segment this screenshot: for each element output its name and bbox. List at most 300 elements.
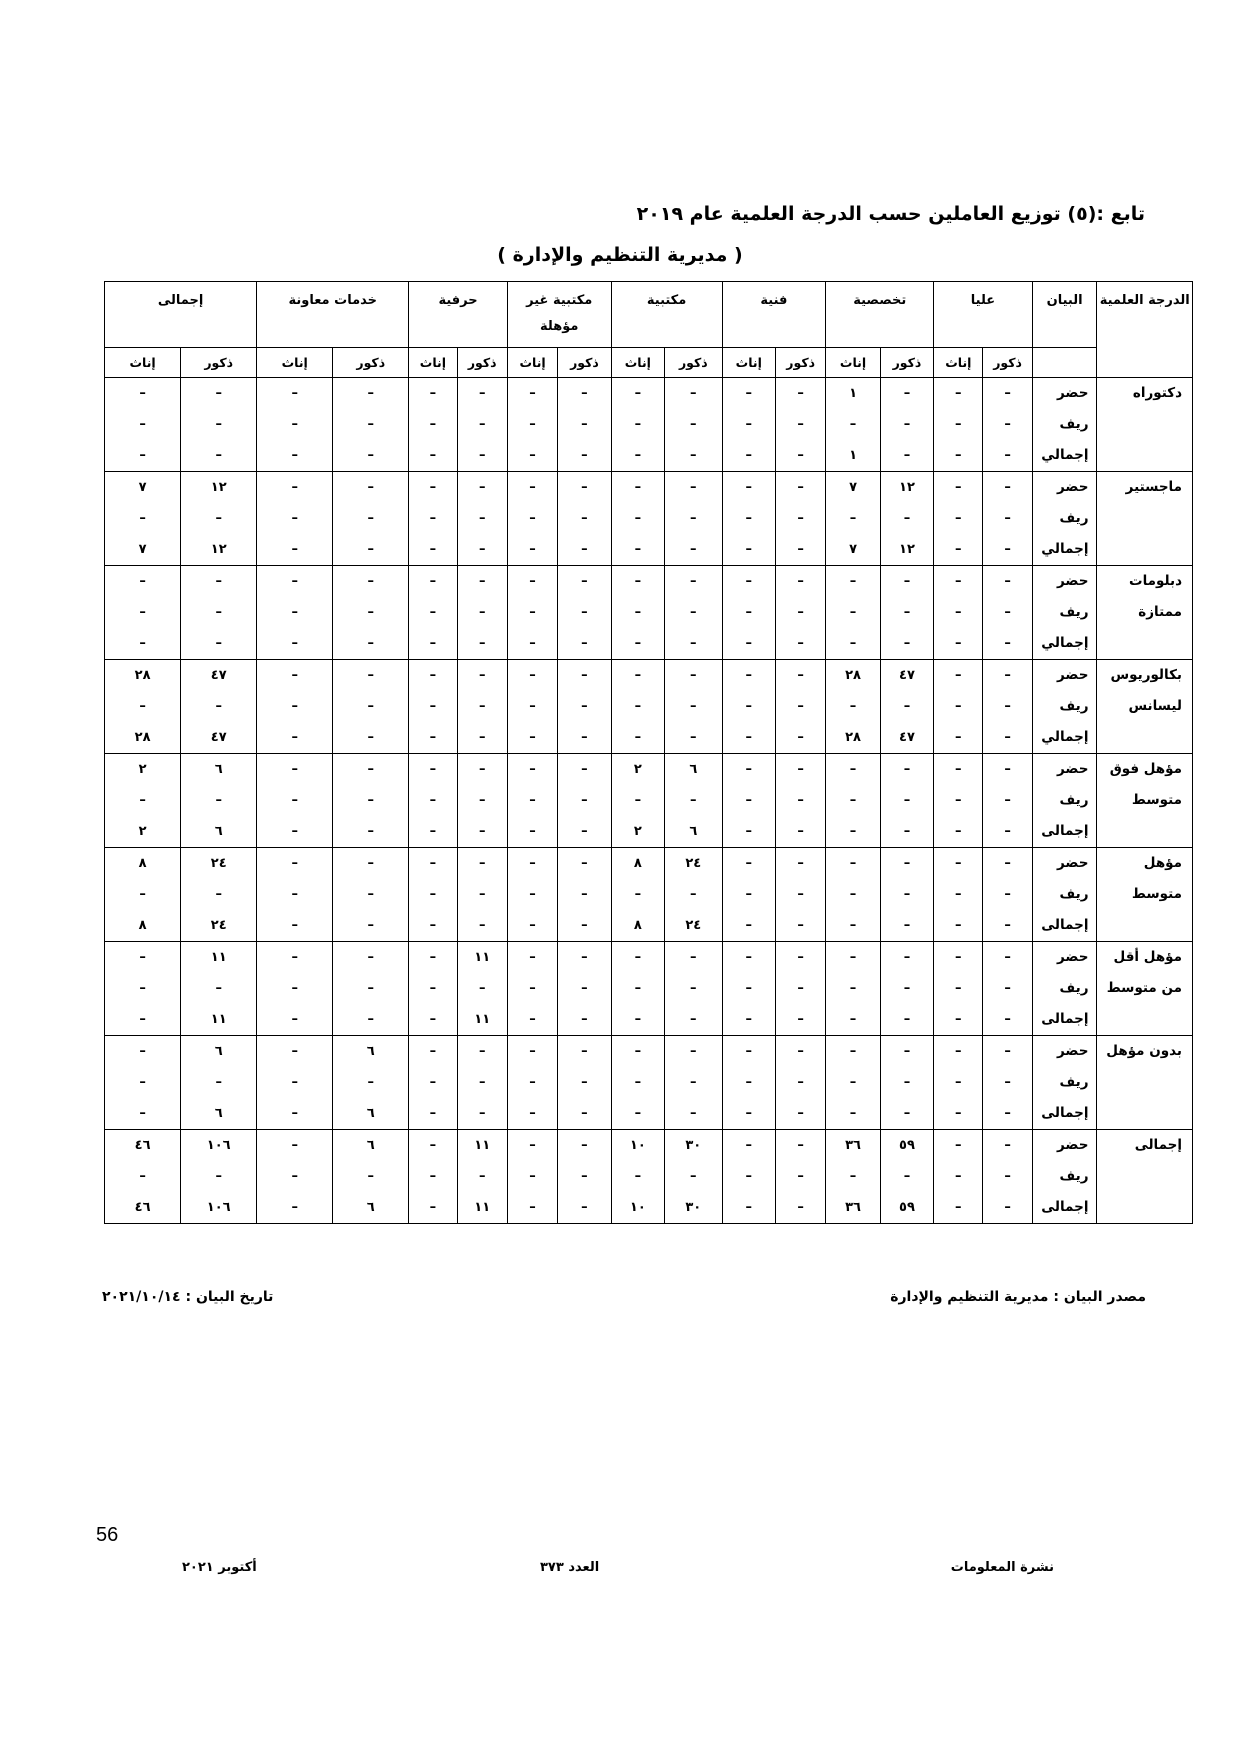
item-label: إجمالى xyxy=(1041,1105,1089,1121)
value-cell xyxy=(257,378,333,472)
value-cell xyxy=(409,472,457,566)
cell-value: – xyxy=(291,605,298,620)
value-cell xyxy=(558,660,611,754)
cell-value: – xyxy=(581,793,588,808)
value-cell xyxy=(665,754,723,848)
cell-value: – xyxy=(955,824,962,839)
cell-value: – xyxy=(139,511,146,526)
cell-value: – xyxy=(478,699,486,714)
cell-value: – xyxy=(581,448,588,463)
cell-value: – xyxy=(139,605,146,620)
cell-value: – xyxy=(529,636,536,651)
cell-value: – xyxy=(367,417,374,432)
cell-value: ٨ xyxy=(633,918,642,933)
cell-value: – xyxy=(139,448,146,463)
header-degree: الدرجة العلمية xyxy=(1097,282,1193,378)
value-cell xyxy=(826,754,880,848)
cell-value: – xyxy=(1004,1169,1011,1184)
cell-value: – xyxy=(849,699,857,714)
cell-value: ٨ xyxy=(138,918,147,933)
value-cell xyxy=(105,1036,181,1130)
value-cell xyxy=(983,942,1032,1036)
cell-value: ١٠٦ xyxy=(206,1200,231,1215)
cell-value: – xyxy=(529,1075,536,1090)
cell-value: – xyxy=(797,1012,804,1027)
value-cell xyxy=(934,1036,983,1130)
cell-value: – xyxy=(291,1138,298,1153)
cell-value: – xyxy=(745,511,753,526)
cell-value: – xyxy=(581,1012,588,1027)
footer-publication: نشرة المعلومات xyxy=(950,1560,1054,1575)
item-label: حضر xyxy=(1057,855,1089,871)
cell-value: – xyxy=(215,636,222,651)
cell-value: – xyxy=(690,1012,697,1027)
degree-cell: مؤهل متوسط xyxy=(1097,848,1193,942)
value-cell xyxy=(775,1130,825,1224)
item-label: ريف xyxy=(1059,886,1089,902)
cell-value: – xyxy=(634,511,642,526)
value-cell xyxy=(181,472,257,566)
value-cell xyxy=(665,848,723,942)
cell-value: – xyxy=(1004,417,1011,432)
value-cell xyxy=(611,566,664,660)
cell-value: – xyxy=(139,950,146,965)
value-cell xyxy=(826,660,880,754)
cell-value: – xyxy=(367,918,374,933)
value-cell xyxy=(983,472,1032,566)
cell-value: – xyxy=(797,730,804,745)
footer-issue: العدد ٣٧٣ xyxy=(540,1560,600,1575)
cell-value: – xyxy=(849,918,857,933)
cell-value: ٦ xyxy=(366,1200,375,1215)
cell-value: – xyxy=(478,856,486,871)
cell-value: – xyxy=(745,574,753,589)
cell-value: – xyxy=(529,1044,536,1059)
cell-value: – xyxy=(634,730,642,745)
cell-value: – xyxy=(690,1044,697,1059)
value-cell xyxy=(983,660,1032,754)
value-cell xyxy=(611,942,664,1036)
cell-value: ٦ xyxy=(214,824,223,839)
cell-value: – xyxy=(849,856,857,871)
cell-value: – xyxy=(849,793,857,808)
cell-value: – xyxy=(429,417,437,432)
value-cell xyxy=(333,848,409,942)
cell-value: – xyxy=(429,1012,437,1027)
cell-value: – xyxy=(1004,950,1011,965)
cell-value: – xyxy=(429,699,437,714)
cell-value: – xyxy=(797,511,804,526)
item-label: حضر xyxy=(1057,479,1089,495)
cell-value: – xyxy=(367,1012,374,1027)
value-cell xyxy=(611,1036,664,1130)
cell-value: – xyxy=(429,605,437,620)
value-cell xyxy=(507,660,557,754)
cell-value: – xyxy=(690,668,697,683)
header-female: إناث xyxy=(611,348,664,378)
cell-value: ٦ xyxy=(689,824,698,839)
cell-value: – xyxy=(429,448,437,463)
cell-value: – xyxy=(634,386,642,401)
value-cell xyxy=(611,754,664,848)
cell-value: – xyxy=(581,918,588,933)
cell-value: – xyxy=(291,448,298,463)
value-cell xyxy=(457,942,507,1036)
cell-value: – xyxy=(215,1075,222,1090)
table-row xyxy=(105,1130,1193,1224)
cell-value: – xyxy=(367,793,374,808)
header-group: خدمات معاونة xyxy=(257,282,409,348)
value-cell xyxy=(333,942,409,1036)
value-cell xyxy=(105,848,181,942)
value-cell xyxy=(934,848,983,942)
employees-table xyxy=(104,281,1193,1224)
cell-value: – xyxy=(955,762,962,777)
value-cell xyxy=(105,1130,181,1224)
cell-value: – xyxy=(478,574,486,589)
value-cell xyxy=(105,378,181,472)
item-label: إجمالي xyxy=(1041,635,1089,651)
value-cell xyxy=(722,566,775,660)
value-cell xyxy=(983,566,1032,660)
cell-value: – xyxy=(429,668,437,683)
cell-value: – xyxy=(429,542,437,557)
value-cell xyxy=(105,942,181,1036)
header-group: مكتبية xyxy=(611,282,722,348)
cell-value: – xyxy=(529,824,536,839)
cell-value: – xyxy=(478,448,486,463)
cell-value: – xyxy=(634,1044,642,1059)
value-cell xyxy=(457,566,507,660)
cell-value: – xyxy=(903,762,911,777)
table-row xyxy=(105,754,1193,848)
cell-value: – xyxy=(291,1106,298,1121)
cell-value: – xyxy=(1004,1044,1011,1059)
cell-value: – xyxy=(797,762,804,777)
cell-value: – xyxy=(1004,1075,1011,1090)
cell-value: – xyxy=(955,950,962,965)
cell-value: – xyxy=(690,730,697,745)
table-row xyxy=(105,378,1193,472)
cell-value: – xyxy=(955,918,962,933)
degree-cell: مؤهل فوق متوسط xyxy=(1097,754,1193,848)
cell-value: ٢٨ xyxy=(845,730,861,745)
cell-value: – xyxy=(529,574,536,589)
cell-value: – xyxy=(367,636,374,651)
cell-value: – xyxy=(797,887,804,902)
table-row xyxy=(105,660,1193,754)
value-cell xyxy=(722,378,775,472)
cell-value: – xyxy=(955,574,962,589)
cell-value: – xyxy=(291,574,298,589)
value-cell xyxy=(775,848,825,942)
cell-value: – xyxy=(797,542,804,557)
cell-value: ٦ xyxy=(366,1106,375,1121)
item-labels-cell xyxy=(1032,1036,1097,1130)
cell-value: – xyxy=(849,1075,857,1090)
item-label: ريف xyxy=(1059,416,1089,432)
item-labels-cell xyxy=(1032,472,1097,566)
cell-value: – xyxy=(634,448,642,463)
cell-value: – xyxy=(634,542,642,557)
value-cell xyxy=(105,754,181,848)
value-cell xyxy=(934,566,983,660)
cell-value: – xyxy=(903,950,911,965)
header-male: ذكور xyxy=(457,348,507,378)
cell-value: – xyxy=(849,981,857,996)
item-label: حضر xyxy=(1057,573,1089,589)
cell-value: ٣٠ xyxy=(685,1138,702,1153)
cell-value: – xyxy=(955,448,962,463)
cell-value: – xyxy=(529,762,536,777)
value-cell xyxy=(775,472,825,566)
cell-value: – xyxy=(1004,856,1011,871)
cell-value: ٤٧ xyxy=(899,730,915,745)
degree-cell: بكالوريوس ليسانس xyxy=(1097,660,1193,754)
cell-value: – xyxy=(1004,887,1011,902)
cell-value: – xyxy=(215,417,222,432)
cell-value: – xyxy=(797,417,804,432)
cell-value: ٢ xyxy=(138,824,147,839)
cell-value: – xyxy=(745,668,753,683)
cell-value: – xyxy=(797,574,804,589)
cell-value: – xyxy=(529,699,536,714)
cell-value: ١ xyxy=(849,386,857,401)
value-cell xyxy=(880,660,933,754)
cell-value: – xyxy=(1004,386,1011,401)
cell-value: – xyxy=(634,668,642,683)
value-cell xyxy=(880,1036,933,1130)
cell-value: – xyxy=(215,699,222,714)
cell-value: – xyxy=(215,511,222,526)
cell-value: – xyxy=(955,636,962,651)
value-cell xyxy=(722,660,775,754)
data-date: تاريخ البيان : ٢٠٢١/١٠/١٤ xyxy=(102,1289,274,1305)
cell-value: – xyxy=(367,668,374,683)
cell-value: – xyxy=(955,981,962,996)
cell-value: – xyxy=(367,1075,374,1090)
cell-value: ٤٦ xyxy=(134,1138,151,1153)
cell-value: – xyxy=(581,950,588,965)
cell-value: – xyxy=(797,636,804,651)
cell-value: ٢٤ xyxy=(685,918,702,933)
cell-value: – xyxy=(529,1138,536,1153)
cell-value: – xyxy=(367,574,374,589)
cell-value: – xyxy=(529,448,536,463)
value-cell xyxy=(457,848,507,942)
cell-value: – xyxy=(478,918,486,933)
cell-value: – xyxy=(529,511,536,526)
value-cell xyxy=(611,378,664,472)
cell-value: – xyxy=(478,386,486,401)
cell-value: – xyxy=(529,793,536,808)
cell-value: – xyxy=(529,386,536,401)
cell-value: – xyxy=(139,1169,146,1184)
cell-value: – xyxy=(745,1075,753,1090)
cell-value: – xyxy=(139,1044,146,1059)
cell-value: – xyxy=(745,1138,753,1153)
header-male: ذكور xyxy=(983,348,1032,378)
value-cell xyxy=(983,754,1032,848)
value-cell xyxy=(507,848,557,942)
value-cell xyxy=(409,566,457,660)
value-cell xyxy=(181,942,257,1036)
cell-value: – xyxy=(1004,824,1011,839)
cell-value: – xyxy=(291,417,298,432)
cell-value: – xyxy=(367,887,374,902)
cell-value: ٢٤ xyxy=(210,918,227,933)
value-cell xyxy=(934,754,983,848)
item-label: حضر xyxy=(1057,667,1089,683)
item-label: إجمالى xyxy=(1041,917,1089,933)
cell-value: – xyxy=(478,981,486,996)
value-cell xyxy=(181,660,257,754)
cell-value: – xyxy=(529,480,536,495)
cell-value: ٢٨ xyxy=(134,730,151,745)
cell-value: – xyxy=(1004,636,1011,651)
cell-value: – xyxy=(797,1169,804,1184)
value-cell xyxy=(181,848,257,942)
header-male: ذكور xyxy=(558,348,611,378)
degree-cell: دكتوراه xyxy=(1097,378,1193,472)
value-cell xyxy=(983,1130,1032,1224)
header-item-empty xyxy=(1032,348,1097,378)
cell-value: – xyxy=(745,856,753,871)
cell-value: – xyxy=(478,1169,486,1184)
item-label: إجمالي xyxy=(1041,447,1089,463)
cell-value: – xyxy=(1004,1200,1011,1215)
cell-value: – xyxy=(690,448,697,463)
value-cell xyxy=(558,848,611,942)
item-label: حضر xyxy=(1057,1137,1089,1153)
cell-value: – xyxy=(955,1200,962,1215)
cell-value: ٨ xyxy=(633,856,642,871)
value-cell xyxy=(983,1036,1032,1130)
value-cell xyxy=(775,566,825,660)
item-label: إجمالي xyxy=(1041,729,1089,745)
value-cell xyxy=(665,378,723,472)
value-cell xyxy=(665,472,723,566)
cell-value: ٦ xyxy=(366,1138,375,1153)
cell-value: – xyxy=(139,1106,146,1121)
cell-value: – xyxy=(849,636,857,651)
cell-value: – xyxy=(1004,605,1011,620)
header-female: إناث xyxy=(257,348,333,378)
cell-value: – xyxy=(529,605,536,620)
cell-value: – xyxy=(690,793,697,808)
data-source: مصدر البيان : مديرية التنظيم والإدارة xyxy=(890,1289,1146,1305)
cell-value: – xyxy=(797,668,804,683)
cell-value: – xyxy=(797,1044,804,1059)
cell-value: – xyxy=(849,574,857,589)
cell-value: ١١ xyxy=(210,950,227,965)
cell-value: – xyxy=(529,1012,536,1027)
cell-value: – xyxy=(745,1169,753,1184)
cell-value: – xyxy=(291,950,298,965)
cell-value: – xyxy=(849,417,857,432)
item-labels-cell xyxy=(1032,848,1097,942)
value-cell xyxy=(775,942,825,1036)
cell-value: – xyxy=(291,386,298,401)
cell-value: – xyxy=(1004,511,1011,526)
cell-value: – xyxy=(745,730,753,745)
cell-value: – xyxy=(797,480,804,495)
value-cell xyxy=(457,754,507,848)
item-label: ريف xyxy=(1059,1074,1089,1090)
cell-value: – xyxy=(955,1106,962,1121)
cell-value: – xyxy=(581,824,588,839)
cell-value: – xyxy=(745,386,753,401)
table-row xyxy=(105,848,1193,942)
cell-value: – xyxy=(955,480,962,495)
item-label: إجمالى xyxy=(1041,1011,1089,1027)
value-cell xyxy=(457,1036,507,1130)
cell-value: – xyxy=(690,542,697,557)
header-male: ذكور xyxy=(181,348,257,378)
cell-value: – xyxy=(291,1012,298,1027)
value-cell xyxy=(880,472,933,566)
cell-value: ٣٦ xyxy=(845,1200,861,1215)
cell-value: – xyxy=(745,699,753,714)
value-cell xyxy=(722,472,775,566)
cell-value: – xyxy=(903,1044,911,1059)
value-cell xyxy=(558,1036,611,1130)
cell-value: – xyxy=(745,636,753,651)
cell-value: – xyxy=(903,448,911,463)
cell-value: – xyxy=(429,574,437,589)
cell-value: – xyxy=(849,1106,857,1121)
cell-value: – xyxy=(797,1075,804,1090)
cell-value: – xyxy=(529,856,536,871)
cell-value: – xyxy=(291,856,298,871)
header-female: إناث xyxy=(722,348,775,378)
cell-value: – xyxy=(291,511,298,526)
cell-value: – xyxy=(745,542,753,557)
cell-value: ١٠ xyxy=(629,1138,646,1153)
value-cell xyxy=(333,1130,409,1224)
cell-value: ٧ xyxy=(849,542,857,557)
cell-value: – xyxy=(1004,918,1011,933)
value-cell xyxy=(257,942,333,1036)
cell-value: – xyxy=(903,386,911,401)
value-cell xyxy=(611,848,664,942)
cell-value: – xyxy=(215,574,222,589)
cell-value: ٤٧ xyxy=(210,668,227,683)
value-cell xyxy=(826,378,880,472)
cell-value: – xyxy=(1004,1106,1011,1121)
value-cell xyxy=(257,1036,333,1130)
cell-value: – xyxy=(955,1075,962,1090)
cell-value: – xyxy=(797,699,804,714)
cell-value: ٣٠ xyxy=(685,1200,702,1215)
cell-value: – xyxy=(429,793,437,808)
cell-value: – xyxy=(429,511,437,526)
value-cell xyxy=(333,754,409,848)
value-cell xyxy=(722,1130,775,1224)
cell-value: – xyxy=(581,636,588,651)
cell-value: – xyxy=(1004,762,1011,777)
value-cell xyxy=(507,566,557,660)
cell-value: ٢٤ xyxy=(685,856,702,871)
cell-value: – xyxy=(478,511,486,526)
cell-value: ١١ xyxy=(474,950,491,965)
cell-value: – xyxy=(291,1044,298,1059)
value-cell xyxy=(409,1036,457,1130)
value-cell xyxy=(333,660,409,754)
cell-value: – xyxy=(429,1075,437,1090)
cell-value: – xyxy=(745,887,753,902)
cell-value: ١٠ xyxy=(629,1200,646,1215)
